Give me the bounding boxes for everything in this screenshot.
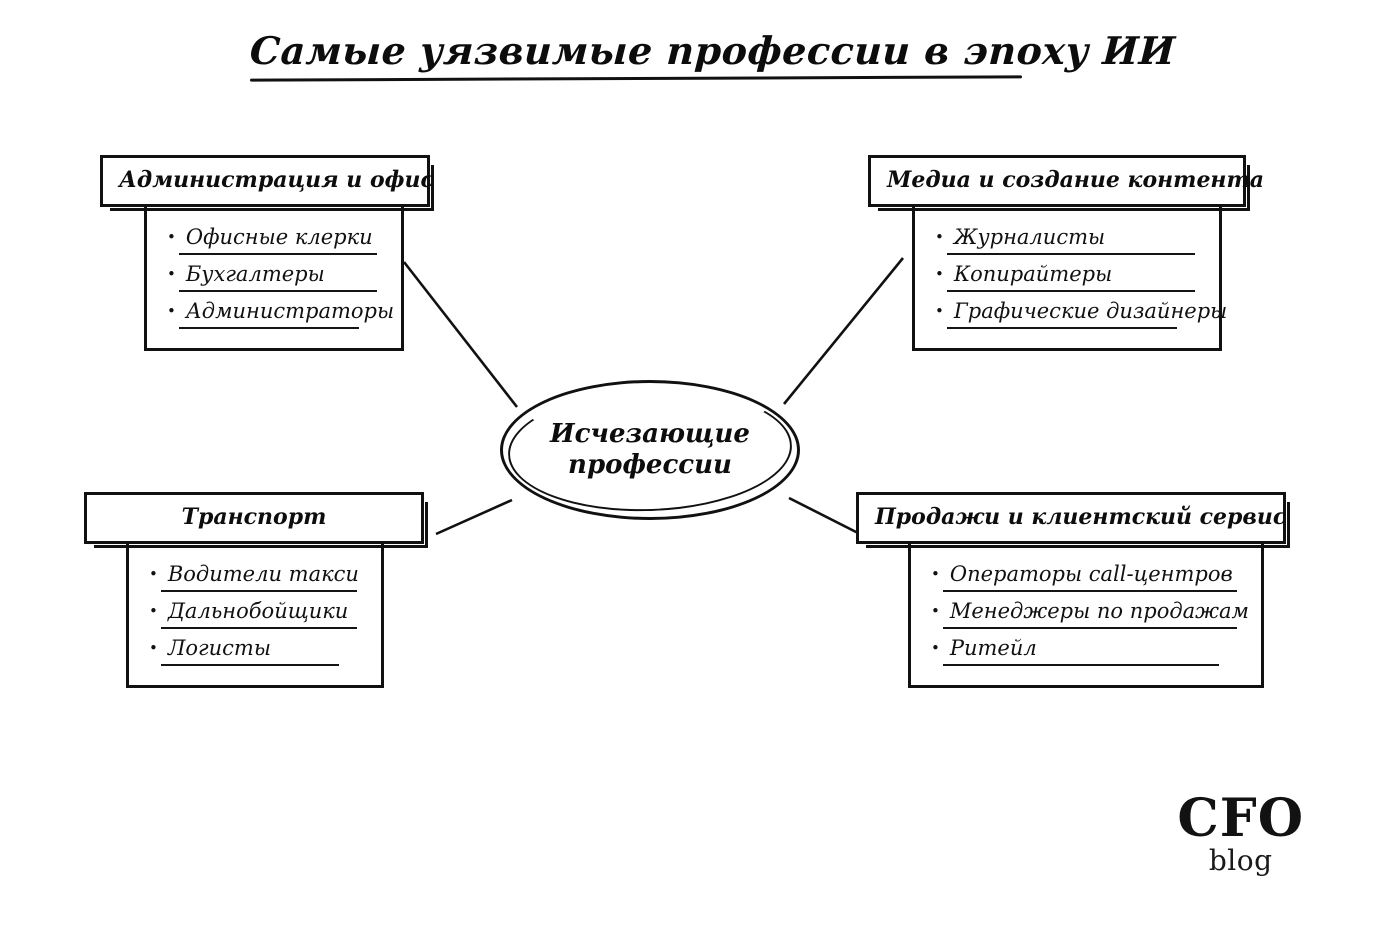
logo-secondary-text: blog — [1208, 844, 1273, 877]
item-rule — [179, 327, 359, 329]
list-item-label: Операторы call-центров — [949, 562, 1233, 586]
item-rule — [943, 590, 1237, 592]
list-item — [929, 595, 1249, 632]
bullet-icon: • — [167, 302, 176, 320]
logo-primary-text: CFO — [1177, 788, 1304, 849]
branch-transport-header-text: Транспорт — [181, 504, 327, 530]
list-item-label: Дальнобойщики — [167, 599, 349, 623]
bullet-icon: • — [149, 602, 158, 620]
bullet-icon: • — [931, 639, 940, 657]
item-rule — [947, 290, 1195, 292]
branch-admin-list — [144, 207, 404, 351]
list-item-label: Водители такси — [167, 562, 359, 586]
bullet-icon: • — [935, 228, 944, 246]
list-item — [933, 258, 1201, 295]
bullet-icon: • — [167, 228, 176, 246]
list-item — [165, 295, 395, 332]
list-item-label: Журналисты — [953, 225, 1106, 249]
branch-sales-header[interactable] — [856, 492, 1286, 544]
item-rule — [161, 590, 357, 592]
list-item — [165, 258, 383, 295]
branch-transport-list — [126, 544, 384, 688]
branch-media-header[interactable] — [868, 155, 1265, 207]
branch-sales — [856, 492, 1286, 688]
list-item — [933, 221, 1201, 258]
bullet-icon: • — [935, 302, 944, 320]
list-item-label: Офисные клерки — [185, 225, 373, 249]
item-rule — [161, 627, 357, 629]
bullet-icon: • — [935, 265, 944, 283]
item-rule — [947, 327, 1177, 329]
branch-sales-header-text: Продажи и клиентский сервис — [875, 504, 1287, 530]
list-item-label: Графические дизайнеры — [953, 299, 1228, 323]
branch-media — [868, 155, 1265, 351]
item-rule — [179, 253, 377, 255]
list-item-label: Менеджеры по продажам — [949, 599, 1249, 623]
item-rule — [161, 664, 339, 666]
item-rule — [943, 627, 1237, 629]
item-rule — [179, 290, 377, 292]
list-item-label: Бухгалтеры — [185, 262, 325, 286]
list-item — [929, 632, 1243, 669]
branch-media-header-text: Медиа и создание контента — [887, 167, 1265, 193]
list-item — [165, 221, 383, 258]
branch-admin — [100, 155, 434, 351]
list-item — [147, 558, 363, 595]
page-title-text: Самые уязвимые профессии в эпоху ИИ — [248, 28, 1177, 73]
center-node-label — [500, 380, 800, 520]
branch-transport — [84, 492, 424, 688]
center-node-line1: Исчезающие — [550, 418, 750, 449]
bullet-icon: • — [149, 639, 158, 657]
branch-admin-header[interactable] — [100, 155, 434, 207]
item-rule — [947, 253, 1195, 255]
list-item-label: Ритейл — [949, 636, 1037, 660]
list-item — [147, 632, 363, 669]
branch-admin-header-text: Администрация и офис — [119, 167, 434, 193]
branch-media-list — [912, 207, 1228, 351]
list-item — [147, 595, 363, 632]
center-node-line2: профессии — [568, 450, 732, 480]
branch-sales-list — [908, 544, 1264, 688]
list-item-label: Администраторы — [185, 299, 395, 323]
bullet-icon: • — [149, 565, 158, 583]
bullet-icon: • — [931, 565, 940, 583]
list-item — [933, 295, 1228, 332]
item-rule — [943, 664, 1219, 666]
list-item — [929, 558, 1243, 595]
cfo-blog-logo — [1177, 788, 1304, 877]
bullet-icon: • — [931, 602, 940, 620]
page-title — [248, 28, 1177, 80]
title-underline — [250, 75, 1022, 81]
list-item-label: Логисты — [167, 636, 271, 660]
list-item-label: Копирайтеры — [953, 262, 1113, 286]
branch-transport-header[interactable] — [84, 492, 424, 544]
bullet-icon: • — [167, 265, 176, 283]
center-node — [500, 380, 800, 520]
